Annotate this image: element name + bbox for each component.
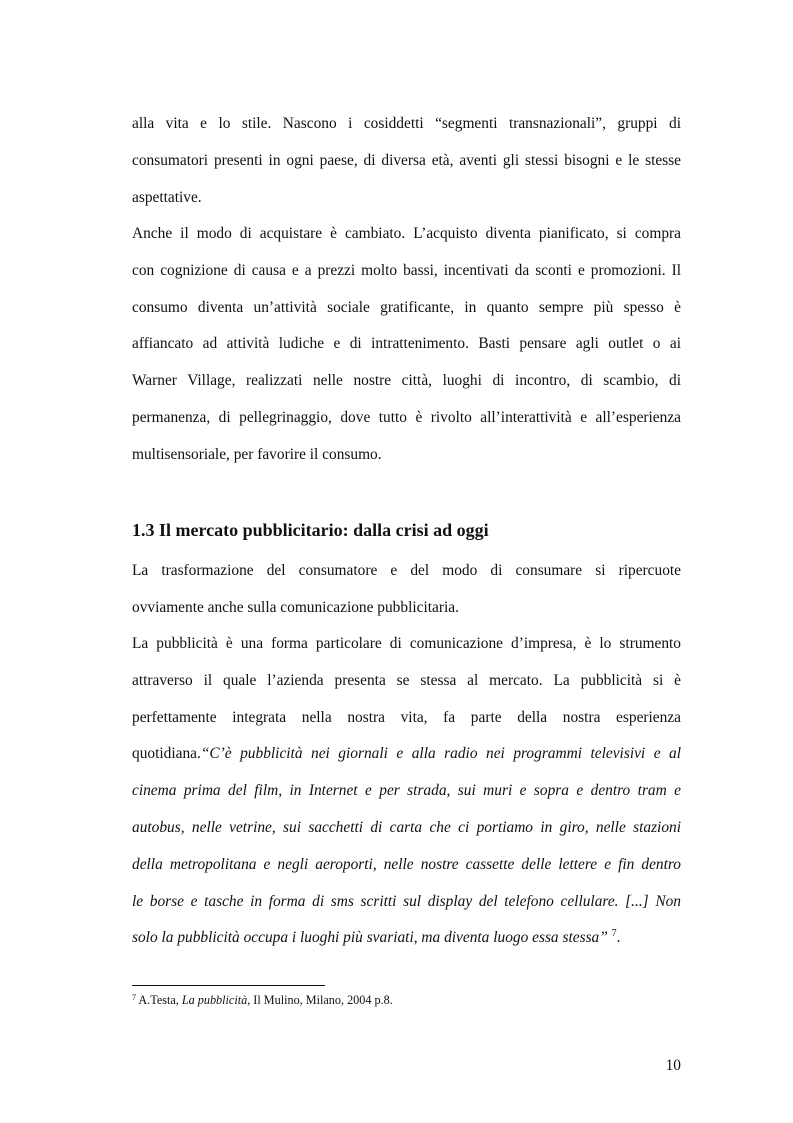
footnote-details: , Il Mulino, Milano, 2004 p.8. <box>247 993 393 1007</box>
quotation-fragment: solo la pubblicità occupa i luoghi più svariati, ma diventa luogo essa stessa” <box>132 929 608 947</box>
section-heading: 1.3 Il mercato pubblicitario: dalla crisi ad oggi <box>132 520 489 540</box>
footnote-author: A.Testa, <box>136 993 182 1007</box>
quotation-line: autobus, nelle vetrine, sui sacchetti di carta che ci portiamo in giro, nelle stazioni <box>132 818 681 836</box>
document-page <box>132 0 681 1123</box>
text-line: Anche il modo di acquistare è cambiato. L’acquisto diventa pianificato, si compra <box>132 225 681 242</box>
text-fragment: quotidiana. <box>132 745 201 763</box>
text-line: aspettative. <box>132 188 202 206</box>
text-line: multisensoriale, per favorire il consumo. <box>132 445 382 463</box>
text-line: perfettamente integrata nella nostra vita, fa parte della nostra esperienza <box>132 708 681 726</box>
quotation-line: cinema prima del film, in Internet e per strada, sui muri e sopra e dentro tram e <box>132 782 681 800</box>
text-line <box>132 920 681 957</box>
text-line: affiancato ad attività ludiche e di intrattenimento. Basti pensare agli outlet o ai <box>132 335 681 353</box>
text-line: La trasformazione del consumatore e del modo di consumare si ripercuote <box>132 562 681 579</box>
footnote-number: 7 <box>132 993 136 1002</box>
paragraph-1 <box>132 106 681 216</box>
text-line: permanenza, di pellegrinaggio, dove tutto è rivolto all’interattività e all’esperienza <box>132 408 681 426</box>
paragraph-2 <box>132 216 681 474</box>
paragraph-3 <box>132 553 681 627</box>
paragraph-4 <box>132 626 681 957</box>
text-line: consumatori presenti in ogni paese, di diversa età, aventi gli stessi bisogni e le stesse <box>132 151 681 169</box>
text-line: consumo diventa un’attività sociale gratificante, in quanto sempre più spesso è <box>132 298 681 316</box>
footnote-separator <box>132 985 325 986</box>
text-line: attraverso il quale l’azienda presenta se stessa al mercato. La pubblicità si è <box>132 671 681 689</box>
text-line <box>132 736 681 773</box>
footnote-title: La pubblicità <box>181 993 248 1007</box>
quotation-line: le borse e tasche in forma di sms scritti sul display del telefono cellulare. [...] Non <box>132 892 681 910</box>
page-number: 10 <box>665 1057 681 1074</box>
text-line: alla vita e lo stile. Nascono i cosiddetti “segmenti transnazionali”, gruppi di <box>132 115 681 132</box>
quotation-line: della metropolitana e negli aeroporti, nelle nostre cassette delle lettere e fin dentro <box>132 855 681 873</box>
text-line: Warner Village, realizzati nelle nostre città, luoghi di incontro, di scambio, di <box>132 372 681 390</box>
footnote-reference[interactable]: 7 <box>611 928 617 940</box>
text-line: ovviamente anche sulla comunicazione pubblicitaria. <box>132 598 459 616</box>
footnote <box>132 990 393 1010</box>
text-line: con cognizione di causa e a prezzi molto bassi, incentivati da sconti e promozioni. Il <box>132 261 681 279</box>
text-fragment: . <box>616 929 621 947</box>
text-line: La pubblicità è una forma particolare di comunicazione d’impresa, è lo strumento <box>132 635 681 652</box>
quotation-fragment: “C’è pubblicità nei giornali e alla radio nei programmi televisivi e al <box>200 745 681 763</box>
